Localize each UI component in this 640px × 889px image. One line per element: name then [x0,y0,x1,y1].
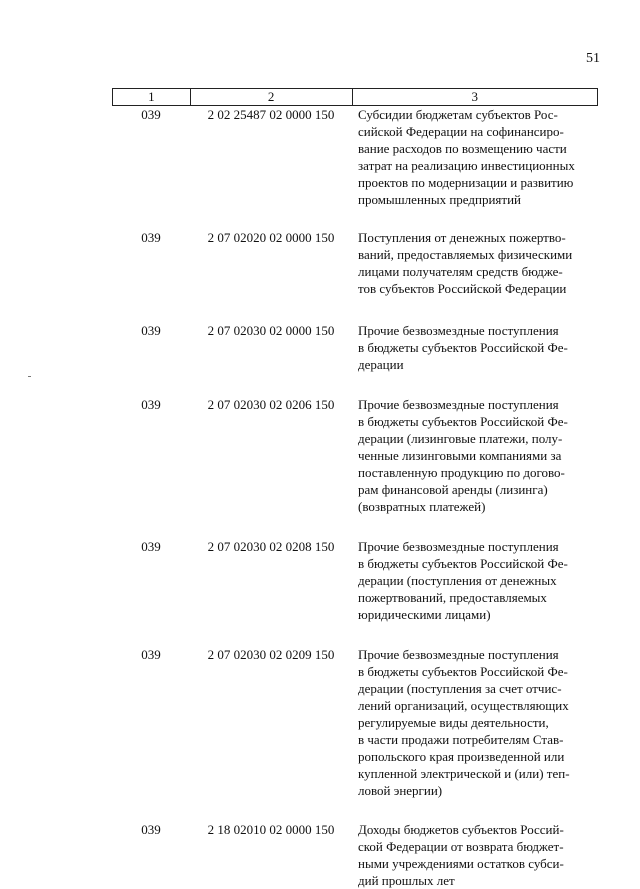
revenue-description [352,229,598,297]
budget-code: 2 07 02030 02 0000 150 [207,323,335,338]
description-line: Прочие безвозмездные поступления [358,647,559,662]
admin-code: 039 [141,323,161,338]
description-line: Субсидии бюджетам субъектов Рос- [358,107,558,122]
revenue-description [352,538,598,623]
budget-code: 2 02 25487 02 0000 150 [207,107,335,122]
header-col-3: 3 [353,89,599,105]
description-line: ваний, предоставляемых физическими [358,247,573,262]
admin-code: 039 [141,107,161,122]
description-line: тов субъектов Российской Федерации [358,281,567,296]
description-line: Прочие безвозмездные поступления [358,539,559,554]
description-line: ловой энергии) [358,783,443,798]
description-line: Прочие безвозмездные поступления [358,323,559,338]
description-line: поставленную продукцию по догово- [358,465,565,480]
description-line: юридическими лицами) [358,607,491,622]
description-line: дерации (поступления за счет отчис- [358,681,562,696]
description-line: в части продажи потребителям Став- [358,732,564,747]
description-line: рам финансовой аренды (лизинга) [358,482,548,497]
description-line: купленной электрической и (или) теп- [358,766,570,781]
description-line: ской Федерации от возврата бюджет- [358,839,564,854]
description-line: вание расходов по возмещению части [358,141,567,156]
description-line: дерации (поступления от денежных [358,573,557,588]
table-row [112,538,598,623]
description-line: в бюджеты субъектов Российской Фе- [358,340,568,355]
budget-table [112,88,598,889]
description-line: дерации [358,357,404,372]
revenue-description [352,396,598,515]
description-line: регулируемые виды деятельности, [358,715,549,730]
description-line: затрат на реализацию инвестиционных [358,158,575,173]
description-line: ченные лизинговыми компаниями за [358,448,562,463]
budget-code: 2 07 02030 02 0209 150 [207,647,335,662]
revenue-description [352,821,598,889]
table-row [112,821,598,889]
description-line: Доходы бюджетов субъектов Россий- [358,822,564,837]
description-line: в бюджеты субъектов Российской Фе- [358,664,568,679]
header-col-2: 2 [191,89,353,105]
header-col-1: 1 [113,89,191,105]
description-line: пожертвований, предоставляемых [358,590,547,605]
table-row [112,396,598,515]
budget-code: 2 18 02010 02 0000 150 [207,822,335,837]
budget-code: 2 07 02030 02 0206 150 [207,397,335,412]
admin-code: 039 [141,230,161,245]
description-line: проектов по модернизации и развитию [358,175,574,190]
table-row [112,322,598,373]
description-line: Прочие безвозмездные поступления [358,397,559,412]
description-line: Поступления от денежных пожертво- [358,230,566,245]
table-row [112,646,598,799]
description-line: ными учреждениями остатков субси- [358,856,564,871]
description-line: (возвратных платежей) [358,499,486,514]
description-line: промышленных предприятий [358,192,521,207]
description-line: в бюджеты субъектов Российской Фе- [358,414,568,429]
table-row [112,229,598,297]
revenue-description [352,646,598,799]
admin-code: 039 [141,822,161,837]
revenue-description [352,322,598,373]
description-line: ропольского края произведенной или [358,749,565,764]
description-line: лений организаций, осуществляющих [358,698,569,713]
admin-code: 039 [141,647,161,662]
admin-code: 039 [141,539,161,554]
description-line: дий прошлых лет [358,873,455,888]
description-line: дерации (лизинговые платежи, полу- [358,431,563,446]
description-line: в бюджеты субъектов Российской Фе- [358,556,568,571]
table-header [112,88,598,106]
description-line: сийской Федерации на софинансиро- [358,124,564,139]
page-number: 51 [586,51,600,66]
budget-code: 2 07 02030 02 0208 150 [207,539,335,554]
revenue-description [352,106,598,208]
budget-code: 2 07 02020 02 0000 150 [207,230,335,245]
admin-code: 039 [141,397,161,412]
description-line: лицами получателям средств бюдже- [358,264,563,279]
table-row [112,106,598,208]
margin-mark [28,376,31,377]
